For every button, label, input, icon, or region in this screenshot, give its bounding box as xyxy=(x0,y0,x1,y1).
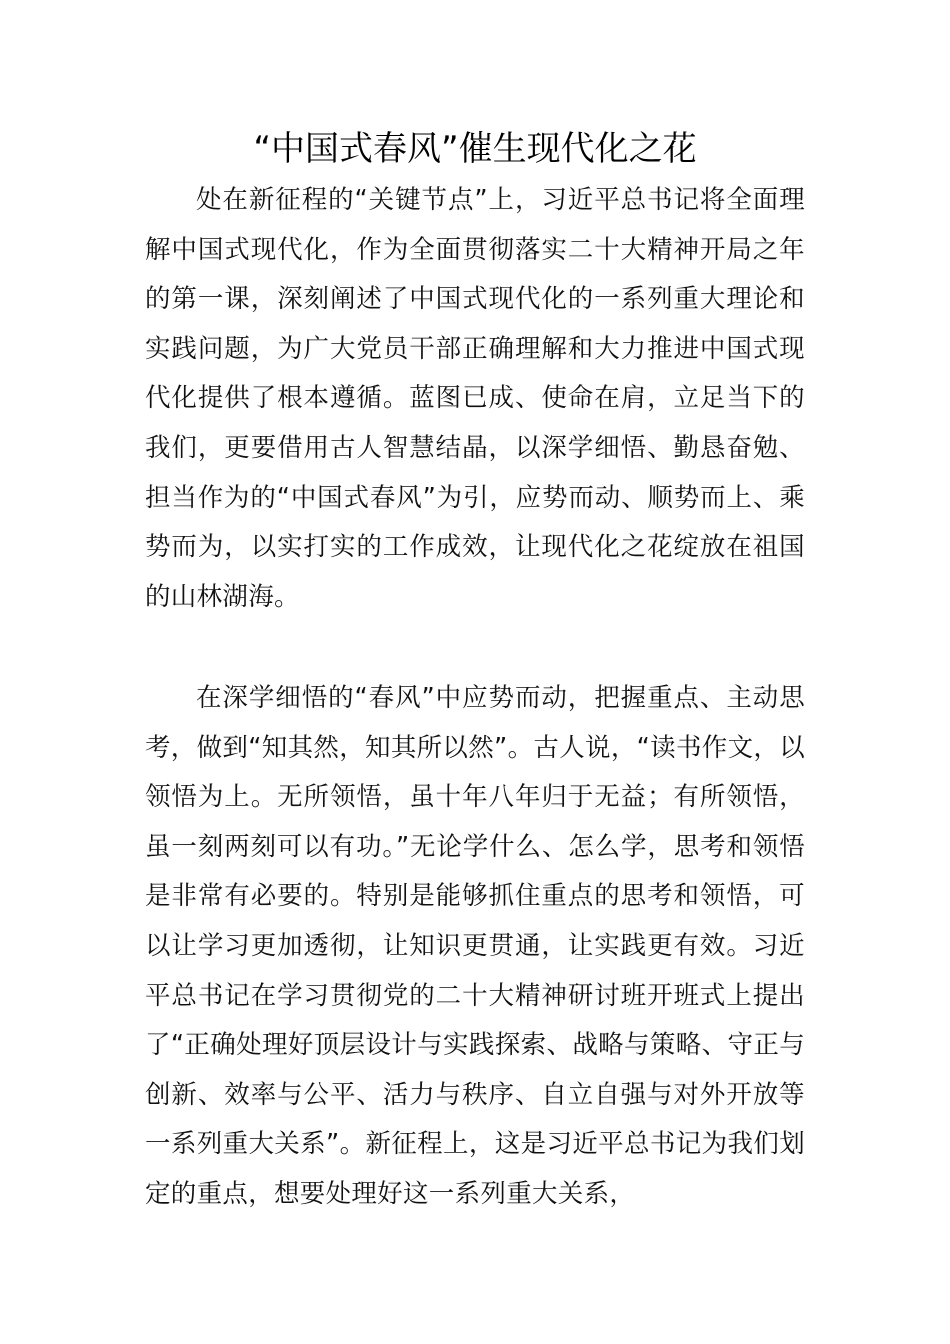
paragraph-study: 在深学细悟的“春风”中应势而动，把握重点、主动思考，做到“知其然，知其所以然”。古人说，“读书作文，以领悟为上。无所领悟，虽十年八年归于无益；有所领悟，虽一刻两刻可以有功。”无论学什么、怎么学，思考和领悟是非常有必要的。特别是能够抓住重点的思考和领悟，可以让学习更加透彻，让知识更贯通，让实践更有效。习近平总书记在学习贯彻党的二十大精神研讨班开班式上提出了“正确处理好顶层设计与实践探索、战略与策略、守正与创新、效率与公平、活力与秩序、自立自强与对外开放等一系列重大关系”。新征程上，这是习近平总书记为我们划定的重点，想要处理好这一系列重大关系， xyxy=(145,683,805,1209)
document-title: “中国式春风”催生现代化之花 xyxy=(253,129,697,169)
paragraph-intro: 处在新征程的“关键节点”上，习近平总书记将全面理解中国式现代化，作为全面贯彻落实二十大精神开局之年的第一课，深刻阐述了中国式现代化的一系列重大理论和实践问题，为广大党员干部正确理解和大力推进中国式现代化提供了根本遵循。蓝图已成、使命在肩，立足当下的我们，更要借用古人智慧结晶，以深学细悟、勤恳奋勉、担当作为的“中国式春风”为引，应势而动、顺势而上、乘势而为，以实打实的工作成效，让现代化之花绽放在祖国的山林湖海。 xyxy=(145,185,805,612)
